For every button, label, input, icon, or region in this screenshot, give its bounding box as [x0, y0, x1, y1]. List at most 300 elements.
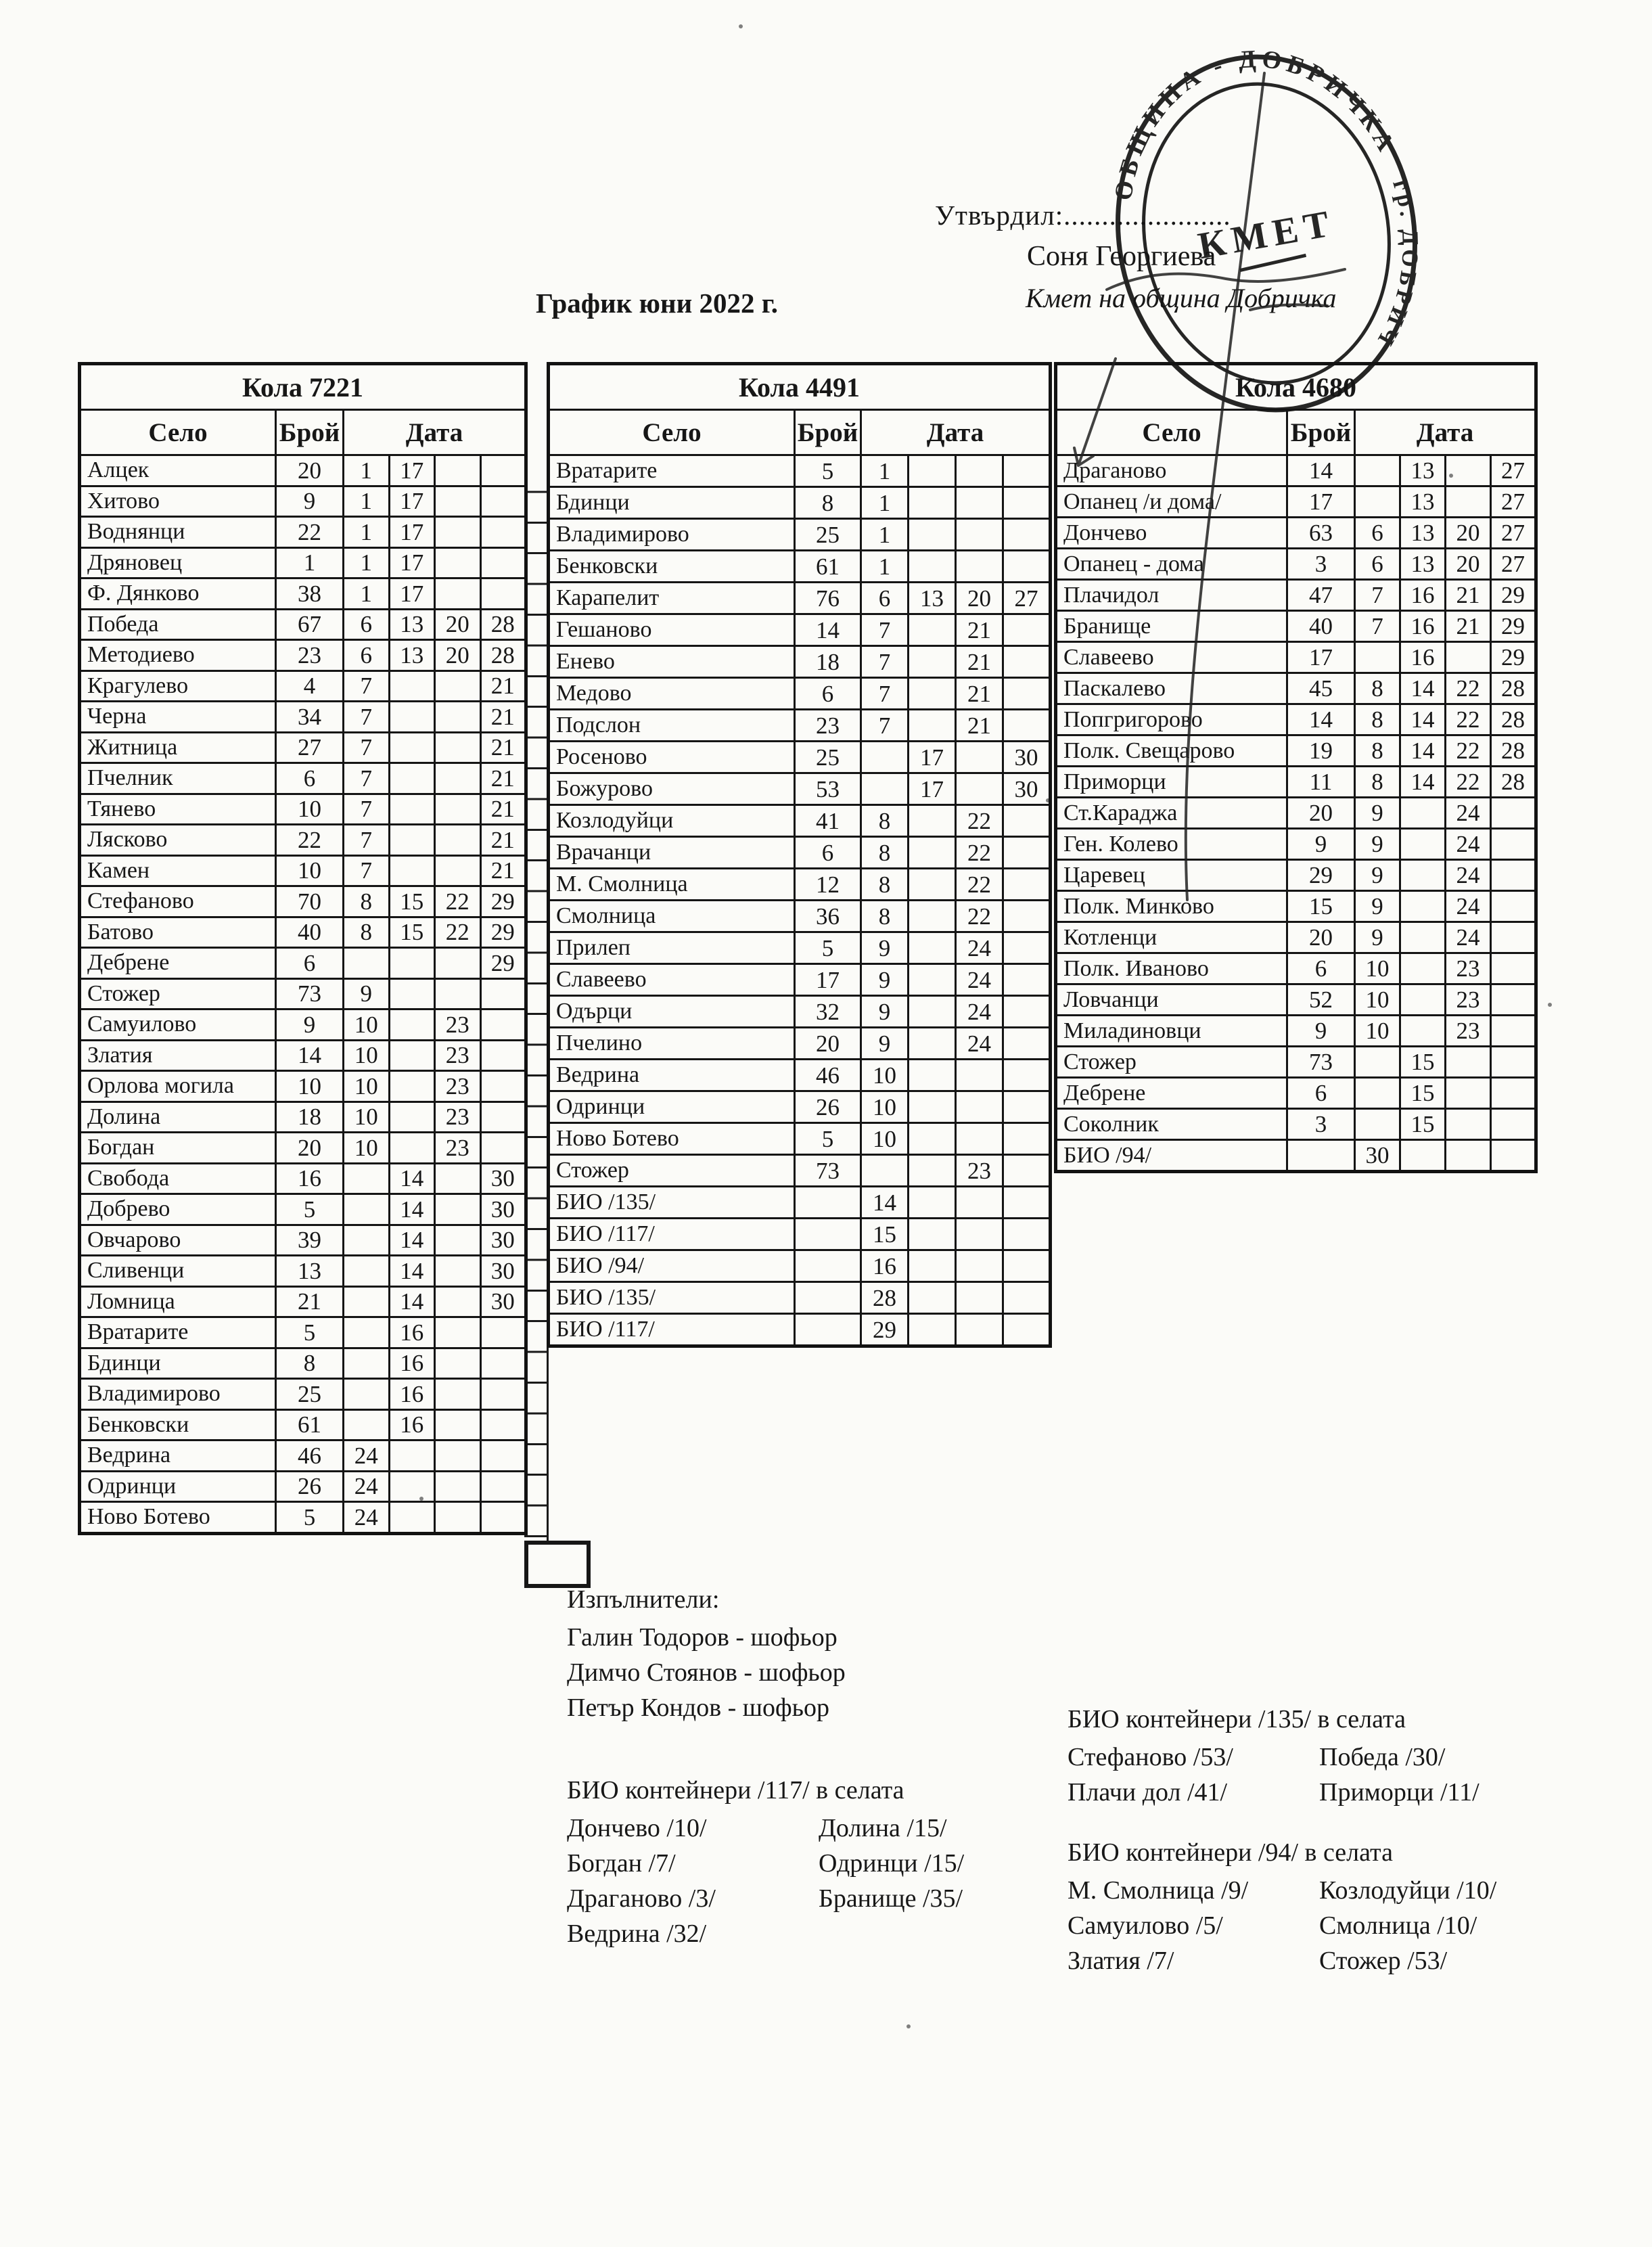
table-row [80, 978, 526, 1009]
date-cell [1446, 455, 1491, 486]
date-cell [1003, 678, 1051, 710]
date-cell: 9 [1355, 798, 1400, 829]
approval-dots: ...................... [1063, 200, 1231, 231]
bio-row [1068, 1775, 1479, 1810]
date-cell: 22 [435, 886, 481, 917]
date-cell [909, 1028, 956, 1060]
village-cell: Богдан [80, 1133, 276, 1164]
count-cell: 6 [1287, 1078, 1355, 1109]
count-cell: 14 [795, 614, 861, 646]
date-cell [1003, 869, 1051, 901]
date-cell: 21 [1446, 611, 1491, 642]
date-cell [956, 1282, 1003, 1314]
village-cell: Златия [80, 1040, 276, 1071]
date-cell: 27 [1491, 549, 1536, 580]
date-cell [1400, 798, 1446, 829]
date-cell [435, 825, 481, 856]
village-cell: Владимирово [80, 1379, 276, 1410]
count-cell: 5 [276, 1502, 344, 1534]
date-cell [389, 825, 435, 856]
date-cell [435, 794, 481, 825]
bio-row [567, 1881, 964, 1916]
approval-label: Утвърдил: [935, 200, 1064, 231]
date-cell [435, 1256, 481, 1287]
count-cell: 40 [276, 917, 344, 948]
count-cell [795, 1219, 861, 1250]
date-cell [909, 964, 956, 996]
date-cell: 21 [480, 794, 526, 825]
date-cell [1355, 455, 1400, 486]
count-cell: 9 [1287, 829, 1355, 860]
village-cell: Дебрене [1056, 1078, 1287, 1109]
date-cell: 22 [956, 901, 1003, 932]
date-cell [1003, 1187, 1051, 1219]
date-cell: 23 [1446, 984, 1491, 1016]
count-cell: 14 [276, 1040, 344, 1071]
date-cell: 9 [1355, 891, 1400, 922]
date-cell [909, 551, 956, 583]
village-cell: Дебрене [80, 948, 276, 979]
date-cell: 28 [1491, 704, 1536, 735]
count-cell: 6 [795, 837, 861, 869]
date-cell [344, 1317, 390, 1348]
date-cell [389, 671, 435, 702]
village-cell: Царевец [1056, 860, 1287, 891]
date-cell: 30 [480, 1256, 526, 1287]
date-cell: 30 [480, 1163, 526, 1194]
date-cell [909, 455, 956, 487]
date-cell: 10 [861, 1091, 909, 1123]
date-cell: 22 [956, 837, 1003, 869]
bio-item: Златия /7/ [1068, 1947, 1174, 1975]
count-cell [795, 1282, 861, 1314]
column-header-village: Село [549, 410, 795, 455]
bio-block-117 [567, 1773, 964, 1951]
date-cell: 13 [1400, 455, 1446, 486]
table-title-row [549, 364, 1051, 410]
village-cell: Стефаново [80, 886, 276, 917]
date-cell: 7 [344, 794, 390, 825]
count-cell: 46 [795, 1060, 861, 1091]
table-row [80, 1009, 526, 1041]
count-cell: 6 [795, 678, 861, 710]
date-cell [1003, 932, 1051, 964]
date-cell: 6 [344, 609, 390, 640]
table-row [1056, 673, 1536, 704]
date-cell [1003, 1091, 1051, 1123]
date-cell [1355, 1109, 1400, 1140]
village-cell: М. Смолница [549, 869, 795, 901]
count-cell: 3 [1287, 1109, 1355, 1140]
executors-heading: Изпълнители: [567, 1585, 720, 1614]
stamp-center-label: КМЕТ [1195, 202, 1339, 268]
count-cell: 40 [1287, 611, 1355, 642]
date-cell [480, 1317, 526, 1348]
date-cell: 13 [909, 583, 956, 614]
date-cell [956, 455, 1003, 487]
count-cell: 27 [276, 732, 344, 763]
date-cell: 17 [389, 517, 435, 548]
table-row [80, 794, 526, 825]
date-cell [909, 710, 956, 742]
table-row [549, 805, 1051, 837]
date-cell [1491, 984, 1536, 1016]
table-row [1056, 1109, 1536, 1140]
date-cell: 30 [480, 1194, 526, 1225]
table-row [80, 1040, 526, 1071]
table-row [549, 614, 1051, 646]
date-cell: 1 [344, 547, 390, 578]
page-title: График юни 2022 г. [536, 288, 778, 319]
table-row [80, 1409, 526, 1440]
date-cell: 1 [344, 455, 390, 486]
village-cell: Орлова могила [80, 1071, 276, 1102]
date-cell: 28 [1491, 673, 1536, 704]
date-cell [1491, 798, 1536, 829]
count-cell: 14 [1287, 704, 1355, 735]
date-cell [480, 1009, 526, 1041]
date-cell: 9 [861, 932, 909, 964]
scan-speck [1548, 1003, 1552, 1007]
village-cell: Подслон [549, 710, 795, 742]
count-cell: 38 [276, 578, 344, 610]
table-title-row [80, 364, 526, 410]
date-cell: 7 [344, 855, 390, 886]
bio-block-heading: БИО контейнери /135/ в селата [1068, 1705, 1406, 1733]
date-cell: 10 [1355, 984, 1400, 1016]
date-cell [1491, 1047, 1536, 1078]
village-cell: Ведрина [549, 1060, 795, 1091]
date-cell [480, 517, 526, 548]
date-cell [909, 1155, 956, 1187]
village-cell: Методиево [80, 640, 276, 671]
count-cell: 6 [1287, 953, 1355, 984]
count-cell: 11 [1287, 767, 1355, 798]
date-cell [389, 763, 435, 794]
village-cell: Дончево [1056, 518, 1287, 549]
table-row [549, 869, 1051, 901]
date-cell [344, 1225, 390, 1256]
date-cell: 17 [389, 578, 435, 610]
date-cell [1491, 829, 1536, 860]
date-cell [480, 1440, 526, 1472]
date-cell [344, 1379, 390, 1410]
date-cell: 27 [1003, 583, 1051, 614]
date-cell [1400, 922, 1446, 953]
date-cell: 7 [344, 671, 390, 702]
village-cell: Черна [80, 702, 276, 733]
date-cell: 20 [435, 640, 481, 671]
table-row [80, 825, 526, 856]
executors-list [567, 1620, 846, 1725]
date-cell: 27 [1491, 518, 1536, 549]
count-cell: 17 [1287, 642, 1355, 673]
date-cell [344, 1409, 390, 1440]
date-cell [344, 1348, 390, 1379]
date-cell [1003, 646, 1051, 678]
date-cell [909, 487, 956, 519]
table-row [549, 1282, 1051, 1314]
date-cell [389, 1009, 435, 1041]
date-cell [909, 869, 956, 901]
table-row [549, 678, 1051, 710]
date-cell: 8 [1355, 673, 1400, 704]
date-cell: 21 [956, 678, 1003, 710]
village-cell: Бдинци [80, 1348, 276, 1379]
village-cell: Бранище [1056, 611, 1287, 642]
date-cell: 14 [389, 1225, 435, 1256]
count-cell [795, 1187, 861, 1219]
date-cell [861, 742, 909, 773]
date-cell: 27 [1491, 455, 1536, 486]
date-cell: 29 [1491, 642, 1536, 673]
date-cell [435, 1317, 481, 1348]
date-cell: 29 [480, 948, 526, 979]
date-cell [435, 1409, 481, 1440]
date-cell [1003, 551, 1051, 583]
date-cell: 17 [389, 455, 435, 486]
date-cell: 29 [1491, 611, 1536, 642]
executor-item: Петър Кондов - шофьор [567, 1694, 829, 1722]
date-cell: 7 [344, 702, 390, 733]
date-cell: 30 [1355, 1140, 1400, 1172]
count-cell: 10 [276, 794, 344, 825]
village-cell: Котленци [1056, 922, 1287, 953]
date-cell: 6 [1355, 549, 1400, 580]
date-cell: 21 [956, 646, 1003, 678]
date-cell [1491, 1078, 1536, 1109]
date-cell: 28 [480, 609, 526, 640]
bio-block-135 [1068, 1702, 1479, 1810]
date-cell [1491, 1109, 1536, 1140]
executors-block [567, 1582, 846, 1725]
date-cell: 10 [344, 1071, 390, 1102]
date-cell [1003, 710, 1051, 742]
village-cell: Бенковски [549, 551, 795, 583]
count-cell: 9 [276, 486, 344, 517]
bio-block-heading: БИО контейнери /94/ в селата [1068, 1838, 1393, 1867]
table-row [80, 1163, 526, 1194]
date-cell: 22 [435, 917, 481, 948]
date-cell: 10 [1355, 953, 1400, 984]
village-cell: Стожер [549, 1155, 795, 1187]
count-cell: 73 [1287, 1047, 1355, 1078]
count-cell: 76 [795, 583, 861, 614]
village-cell: БИО /94/ [549, 1250, 795, 1282]
table-row [1056, 860, 1536, 891]
table-row [80, 1348, 526, 1379]
table-row [549, 1187, 1051, 1219]
date-cell [480, 1409, 526, 1440]
date-cell: 23 [435, 1133, 481, 1164]
count-cell: 5 [276, 1317, 344, 1348]
date-cell [909, 1123, 956, 1155]
date-cell: 24 [1446, 798, 1491, 829]
count-cell: 10 [276, 855, 344, 886]
count-cell: 73 [276, 978, 344, 1009]
date-cell [480, 1379, 526, 1410]
date-cell [909, 1060, 956, 1091]
schedule-table-kola-7221 [78, 362, 528, 1535]
table-row [1056, 642, 1536, 673]
date-cell [956, 519, 1003, 551]
date-cell [389, 1102, 435, 1133]
date-cell: 22 [1446, 735, 1491, 767]
date-cell [435, 1194, 481, 1225]
table-row [549, 932, 1051, 964]
date-cell: 20 [435, 609, 481, 640]
table-row [80, 671, 526, 702]
date-cell [1003, 837, 1051, 869]
bio-item: Плачи дол /41/ [1068, 1778, 1228, 1807]
count-cell: 17 [795, 964, 861, 996]
date-cell: 21 [480, 671, 526, 702]
date-cell [435, 978, 481, 1009]
date-cell: 6 [861, 583, 909, 614]
date-cell: 21 [480, 732, 526, 763]
date-cell: 8 [861, 869, 909, 901]
date-cell [1491, 953, 1536, 984]
table-row [80, 917, 526, 948]
village-cell: БИО /117/ [549, 1219, 795, 1250]
bio-item: М. Смолница /9/ [1068, 1876, 1249, 1905]
table-title: Кола 7221 [80, 364, 526, 410]
table-row [1056, 735, 1536, 767]
table-row [549, 1250, 1051, 1282]
village-cell: Самуилово [80, 1009, 276, 1041]
date-cell: 16 [1400, 580, 1446, 611]
count-cell: 8 [795, 487, 861, 519]
table-row [1056, 984, 1536, 1016]
village-cell: Камен [80, 855, 276, 886]
date-cell: 7 [861, 646, 909, 678]
table-row [549, 773, 1051, 805]
date-cell: 9 [1355, 922, 1400, 953]
date-cell: 14 [1400, 673, 1446, 704]
date-cell [480, 1348, 526, 1379]
date-cell: 10 [344, 1102, 390, 1133]
village-cell: Попгригорово [1056, 704, 1287, 735]
date-cell: 24 [956, 996, 1003, 1028]
date-cell: 29 [480, 886, 526, 917]
bio-row [1068, 1943, 1496, 1978]
stamp-ring-text-2: гр. ДОБРИЧ [1371, 177, 1423, 353]
date-cell [1491, 1140, 1536, 1172]
date-cell: 13 [1400, 518, 1446, 549]
bio-item [819, 1916, 964, 1951]
count-cell [795, 1314, 861, 1346]
table-row [549, 646, 1051, 678]
bio-block-list [1068, 1740, 1479, 1810]
date-cell: 24 [956, 932, 1003, 964]
date-cell [909, 1219, 956, 1250]
date-cell: 1 [861, 519, 909, 551]
schedule-table-kola-4491 [547, 362, 1052, 1348]
table-row [80, 1225, 526, 1256]
date-cell [1355, 1078, 1400, 1109]
date-cell [1491, 860, 1536, 891]
date-cell [1003, 964, 1051, 996]
village-cell: БИО /117/ [549, 1314, 795, 1346]
date-cell: 14 [389, 1163, 435, 1194]
village-cell: Ново Ботево [549, 1123, 795, 1155]
date-cell [861, 1155, 909, 1187]
date-cell [909, 901, 956, 932]
bio-row [1068, 1873, 1496, 1908]
count-cell: 36 [795, 901, 861, 932]
date-cell [480, 547, 526, 578]
count-cell: 17 [1287, 486, 1355, 518]
count-cell: 9 [1287, 1016, 1355, 1047]
date-cell [909, 805, 956, 837]
column-header-date: Дата [1355, 410, 1536, 455]
date-cell: 24 [1446, 922, 1491, 953]
village-cell: Одринци [80, 1471, 276, 1502]
count-cell: 39 [276, 1225, 344, 1256]
count-cell: 10 [276, 1071, 344, 1102]
date-cell [1400, 1140, 1446, 1172]
count-cell: 6 [276, 948, 344, 979]
date-cell [909, 1091, 956, 1123]
village-cell: Карапелит [549, 583, 795, 614]
date-cell: 23 [435, 1071, 481, 1102]
village-cell: Добрево [80, 1194, 276, 1225]
date-cell: 24 [344, 1502, 390, 1534]
date-cell [909, 678, 956, 710]
date-cell [956, 773, 1003, 805]
count-cell: 18 [795, 646, 861, 678]
date-cell [909, 932, 956, 964]
table-row [549, 583, 1051, 614]
date-cell: 22 [1446, 767, 1491, 798]
date-cell: 1 [861, 551, 909, 583]
count-cell: 12 [795, 869, 861, 901]
count-cell: 45 [1287, 673, 1355, 704]
date-cell: 15 [1400, 1047, 1446, 1078]
table-row [80, 1440, 526, 1472]
date-cell [909, 996, 956, 1028]
village-cell: Росеново [549, 742, 795, 773]
table-row [549, 487, 1051, 519]
date-cell: 30 [480, 1225, 526, 1256]
village-cell: Хитово [80, 486, 276, 517]
table-row [80, 855, 526, 886]
count-cell: 20 [276, 455, 344, 486]
date-cell: 6 [1355, 518, 1400, 549]
column-header-count: Брой [276, 410, 344, 455]
date-cell [435, 1379, 481, 1410]
table-row [1056, 486, 1536, 518]
bio-item: Богдан /7/ [567, 1849, 676, 1878]
table-row [80, 1071, 526, 1102]
date-cell: 16 [1400, 611, 1446, 642]
date-cell [435, 455, 481, 486]
bio-item: Стожер /53/ [1319, 1947, 1448, 1975]
date-cell: 9 [861, 1028, 909, 1060]
village-cell: Ф. Дянково [80, 578, 276, 610]
bio-item: Одринци /15/ [819, 1849, 965, 1878]
date-cell: 9 [1355, 829, 1400, 860]
village-cell: Батово [80, 917, 276, 948]
date-cell [389, 948, 435, 979]
village-cell: Полк. Свещарово [1056, 735, 1287, 767]
bio-block-list [567, 1811, 964, 1951]
table-row [80, 609, 526, 640]
count-cell: 5 [795, 455, 861, 487]
date-cell: 20 [1446, 518, 1491, 549]
date-cell [435, 1502, 481, 1534]
date-cell: 7 [861, 678, 909, 710]
